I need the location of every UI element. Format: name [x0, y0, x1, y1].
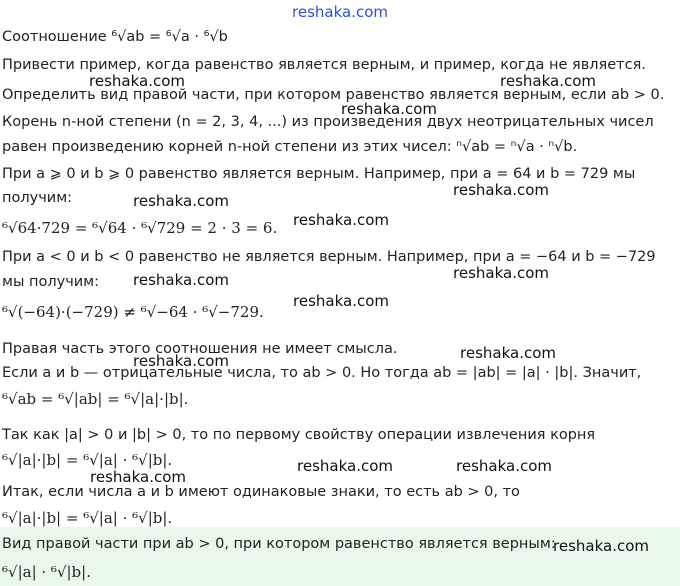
text-line-5: равен произведению корней n-ной степени из этих чисел: ⁿ√ab = ⁿ√a · ⁿ√b.	[2, 139, 578, 155]
watermark: reshaka.com	[89, 72, 185, 90]
formula-line-8: ⁶√64·729 = ⁶√64 · ⁶√729 = 2 · 3 = 6.	[2, 219, 278, 237]
watermark: reshaka.com	[90, 468, 186, 486]
task-line-2: Определить вид правой части, при котором равенство является верным, если ab > 0.	[2, 87, 665, 103]
formula-line-11: ⁶√(−64)·(−729) ≠ ⁶√−64 · ⁶√−729.	[2, 303, 264, 321]
watermark: reshaka.com	[456, 457, 552, 475]
answer-text: Вид правой части при ab > 0, при котором равенство является верным:	[2, 536, 556, 552]
text-line-9: При a < 0 и b < 0 равенство не является верным. Например, при a = −64 и b = −729	[2, 249, 656, 265]
watermark: reshaka.com	[453, 264, 549, 282]
text-line-17: Итак, если числа a и b имеют одинаковые знаки, то есть ab > 0, то	[2, 484, 520, 500]
formula-line-18: ⁶√|a|·|b| = ⁶√|a| · ⁶√|b|.	[2, 509, 173, 527]
formula-line-16: ⁶√|a|·|b| = ⁶√|a| · ⁶√|b|.	[2, 451, 173, 469]
watermark: reshaka.com	[341, 100, 437, 118]
task-line-1: Привести пример, когда равенство является верным, и пример, когда не является.	[2, 57, 646, 73]
text-line-10: мы получим:	[2, 274, 100, 290]
watermark: reshaka.com	[553, 537, 649, 555]
watermark: reshaka.com	[133, 352, 229, 370]
watermark: reshaka.com	[133, 271, 229, 289]
answer-formula: ⁶√|a| · ⁶√|b|.	[2, 563, 91, 581]
watermark: reshaka.com	[293, 211, 389, 229]
watermark: reshaka.com	[292, 3, 388, 21]
text-line-4: Корень n-ной степени (n = 2, 3, 4, ...) из произведения двух неотрицательных чисел	[2, 114, 654, 130]
task-title: Соотношение ⁶√ab = ⁶√a · ⁶√b	[2, 29, 228, 45]
formula-line-14: ⁶√ab = ⁶√|ab| = ⁶√|a|·|b|.	[2, 390, 189, 408]
watermark: reshaka.com	[453, 181, 549, 199]
text-line-13: Если a и b — отрицательные числа, то ab > 0. Но тогда ab = |ab| = |a| · |b|. Значит,	[2, 365, 642, 381]
watermark: reshaka.com	[460, 344, 556, 362]
text-line-15: Так как |a| > 0 и |b| > 0, то по первому свойству операции извлечения корня	[2, 427, 596, 443]
text-line-12: Правая часть этого соотношения не имеет смысла.	[2, 341, 398, 357]
text-line-7: получим:	[2, 190, 73, 206]
watermark: reshaka.com	[500, 72, 596, 90]
watermark: reshaka.com	[133, 192, 229, 210]
text-line-6: При a ⩾ 0 и b ⩾ 0 равенство является верным. Например, при a = 64 и b = 729 мы	[2, 166, 636, 182]
watermark: reshaka.com	[297, 457, 393, 475]
watermark: reshaka.com	[293, 292, 389, 310]
